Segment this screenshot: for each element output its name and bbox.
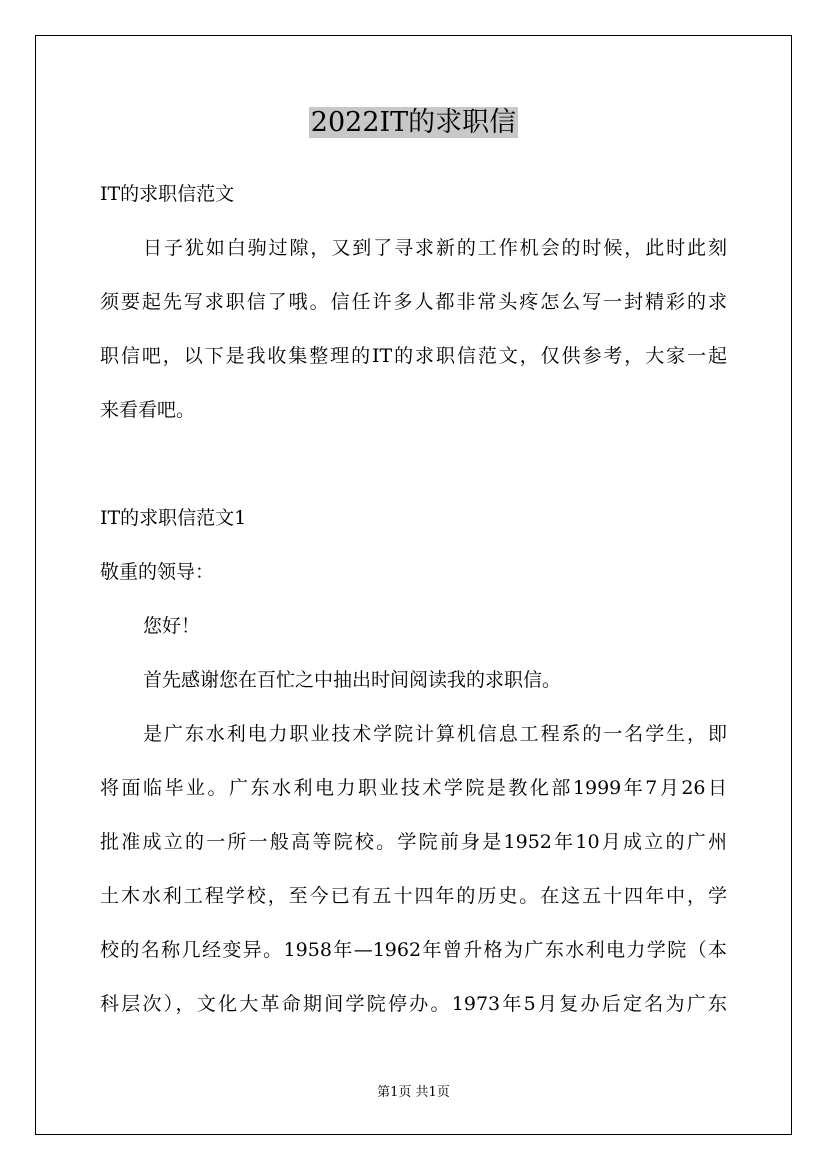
body-line: 土木水利工程学校，至今已有五十四年的历史。在这五十四年中，学 <box>100 885 727 907</box>
body-line: 将面临毕业。广东水利电力职业技术学院是教化部1999年7月26日 <box>100 777 727 799</box>
greeting: 您好！ <box>143 615 201 637</box>
page-footer: 第1页 共1页 <box>377 1085 450 1100</box>
intro-line: 职信吧，以下是我收集整理的IT的求职信范文，仅供参考，大家一起 <box>100 345 727 367</box>
intro-line: 须要起先写求职信了哦。信任许多人都非常头疼怎么写一封精彩的求 <box>100 291 727 313</box>
body-line: 科层次），文化大革命期间学院停办。1973年5月复办后定名为广东 <box>100 993 727 1015</box>
body-line: 是广东水利电力职业技术学院计算机信息工程系的一名学生，即 <box>143 723 727 745</box>
document-title-text: 2022IT的求职信 <box>310 107 517 138</box>
section-title: IT的求职信范文1 <box>100 507 247 529</box>
body-line: 校的名称几经变异。1958年—1962年曾升格为广东水利电力学院（本 <box>100 939 727 961</box>
body-line: 批准成立的一所一般高等院校。学院前身是1952年10月成立的广州 <box>100 831 727 853</box>
intro-line: 来看看吧。 <box>100 399 196 421</box>
document-title <box>0 103 827 143</box>
salutation: 敬重的领导： <box>100 561 215 583</box>
thanks-line: 首先感谢您在百忙之中抽出时间阅读我的求职信。 <box>143 669 562 691</box>
intro-line: 日子犹如白驹过隙，又到了寻求新的工作机会的时候，此时此刻 <box>143 237 727 259</box>
document-subtitle: IT的求职信范文 <box>100 183 235 205</box>
